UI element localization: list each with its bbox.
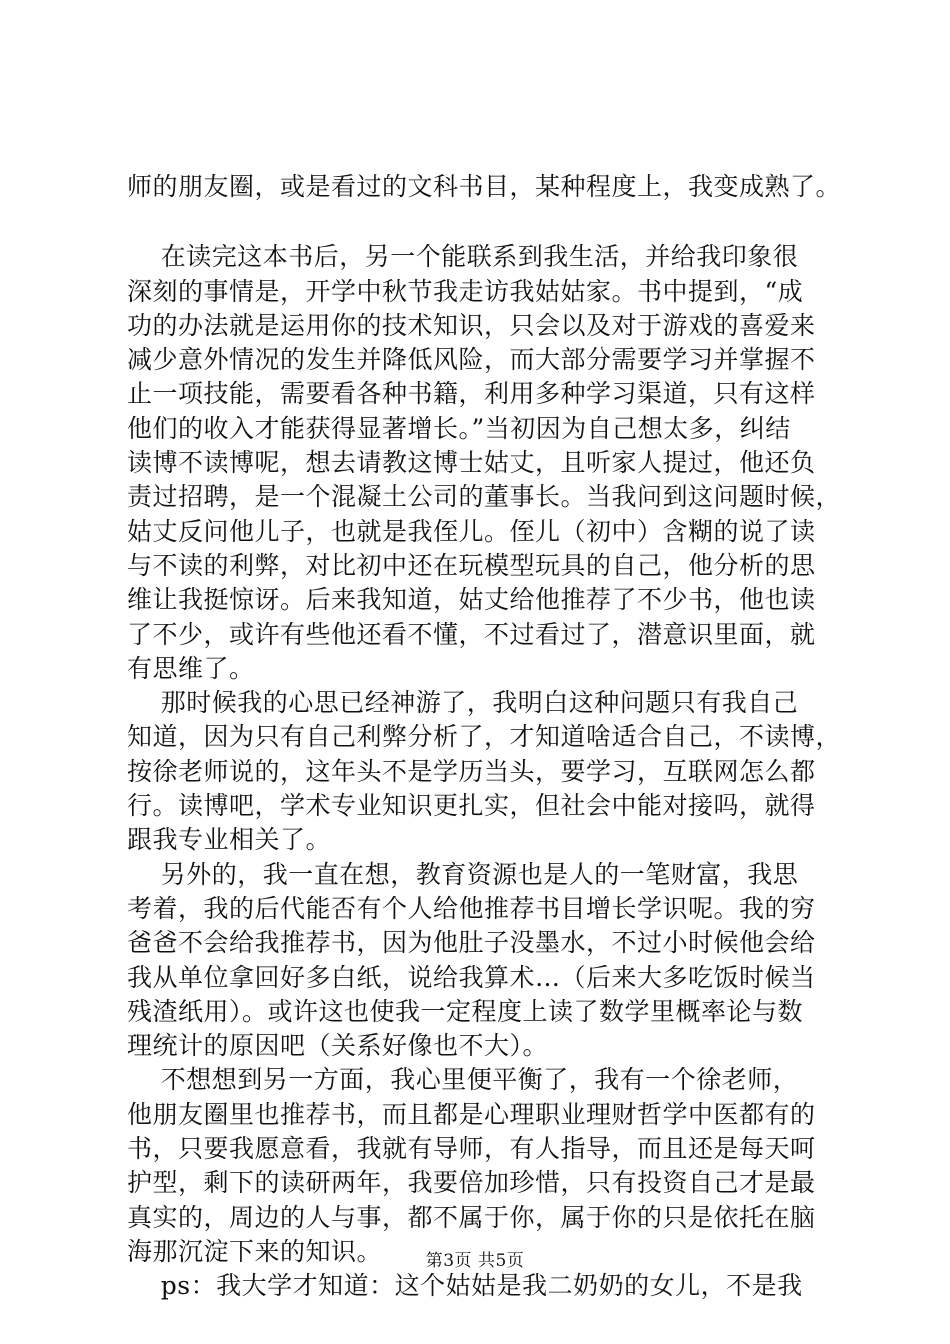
paragraph-1 xyxy=(127,170,847,204)
text-line: 读博不读博呢，想去请教这博士姑丈，且听家人提过，他还负 xyxy=(127,448,816,478)
text-line: 护型，剩下的读研两年，我要倍加珍惜，只有投资自己才是最 xyxy=(127,1168,816,1198)
paragraph-4 xyxy=(127,858,847,1064)
text-line: 另外的，我一直在想，教育资源也是人的一笔财富，我思 xyxy=(127,859,799,889)
text-line: 止一项技能，需要看各种书籍，利用多种学习渠道，只有这样 xyxy=(127,379,816,409)
paragraph-5 xyxy=(127,1063,847,1269)
text-line: 减少意外情况的发生并降低风险，而大部分需要学习并掌握不 xyxy=(127,345,816,375)
text-line: 跟我专业相关了。 xyxy=(127,825,332,855)
body-text xyxy=(127,170,847,1304)
text-line: 按徐老师说的，这年头不是学历当头，要学习，互联网怎么都 xyxy=(127,756,816,786)
paragraph-gap xyxy=(127,204,847,240)
text-line: 知道，因为只有自己利弊分析了，才知道啥适合自己，不读博， xyxy=(127,722,842,752)
text-line: 我从单位拿回好多白纸，说给我算术…（后来大多吃饭时候当 xyxy=(127,962,816,992)
text-line: 了不少，或许有些他还看不懂，不过看过了，潜意识里面，就 xyxy=(127,619,816,649)
text-line: 有思维了。 xyxy=(127,653,255,683)
text-line: 海那沉淀下来的知识。 xyxy=(127,1236,383,1266)
paragraph-3 xyxy=(127,686,847,857)
text-line: 书，只要我愿意看，我就有导师，有人指导，而且还是每天呵 xyxy=(127,1134,816,1164)
text-line: 理统计的原因吧（关系好像也不大）。 xyxy=(127,1031,549,1061)
text-line: 行。读博吧，学术专业知识更扎实，但社会中能对接吗，就得 xyxy=(127,791,816,821)
text-line: 爸爸不会给我推荐书，因为他肚子没墨水，不过小时候他会给 xyxy=(127,928,816,958)
text-line: 他们的收入才能获得显著增长。”当初因为自己想太多，纠结 xyxy=(127,413,791,443)
text-line: 深刻的事情是，开学中秋节我走访我姑姑家。书中提到，“成 xyxy=(127,276,804,306)
text-line: 责过招聘，是一个混凝土公司的董事长。当我问到这问题时候， xyxy=(127,482,842,512)
text-line: 真实的，周边的人与事，都不属于你，属于你的只是依托在脑 xyxy=(127,1202,816,1232)
text-line: 考着，我的后代能否有个人给他推荐书目增长学识呢。我的穷 xyxy=(127,893,816,923)
page-footer: 第3页 共5页 xyxy=(425,1251,525,1271)
text-line: 那时候我的心思已经神游了，我明白这种问题只有我自己 xyxy=(127,688,799,718)
text-line: 残渣纸用）。或许这也使我一定程度上读了数学里概率论与数 xyxy=(127,996,804,1026)
text-line: 姑丈反问他儿子，也就是我侄儿。侄儿（初中）含糊的说了读 xyxy=(127,516,816,546)
text-line: 功的办法就是运用你的技术知识，只会以及对于游戏的喜爱来 xyxy=(127,310,816,340)
text-line: 与不读的利弊，对比初中还在玩模型玩具的自己，他分析的思 xyxy=(127,550,816,580)
text-line: 他朋友圈里也推荐书，而且都是心理职业理财哲学中医都有的 xyxy=(127,1099,816,1129)
text-line: 在读完这本书后，另一个能联系到我生活，并给我印象很 xyxy=(127,242,799,272)
text-line: ps：我大学才知道：这个姑姑是我二奶奶的女儿，不是我 xyxy=(127,1271,803,1301)
paragraph-6 xyxy=(127,1269,847,1303)
paragraph-2 xyxy=(127,240,847,686)
text-line: 维让我挺惊讶。后来我知道，姑丈给他推荐了不少书，他也读 xyxy=(127,585,816,615)
text-line: 不想想到另一方面，我心里便平衡了，我有一个徐老师， xyxy=(127,1065,799,1095)
text-line: 师的朋友圈，或是看过的文科书目，某种程度上，我变成熟了。 xyxy=(127,172,842,201)
